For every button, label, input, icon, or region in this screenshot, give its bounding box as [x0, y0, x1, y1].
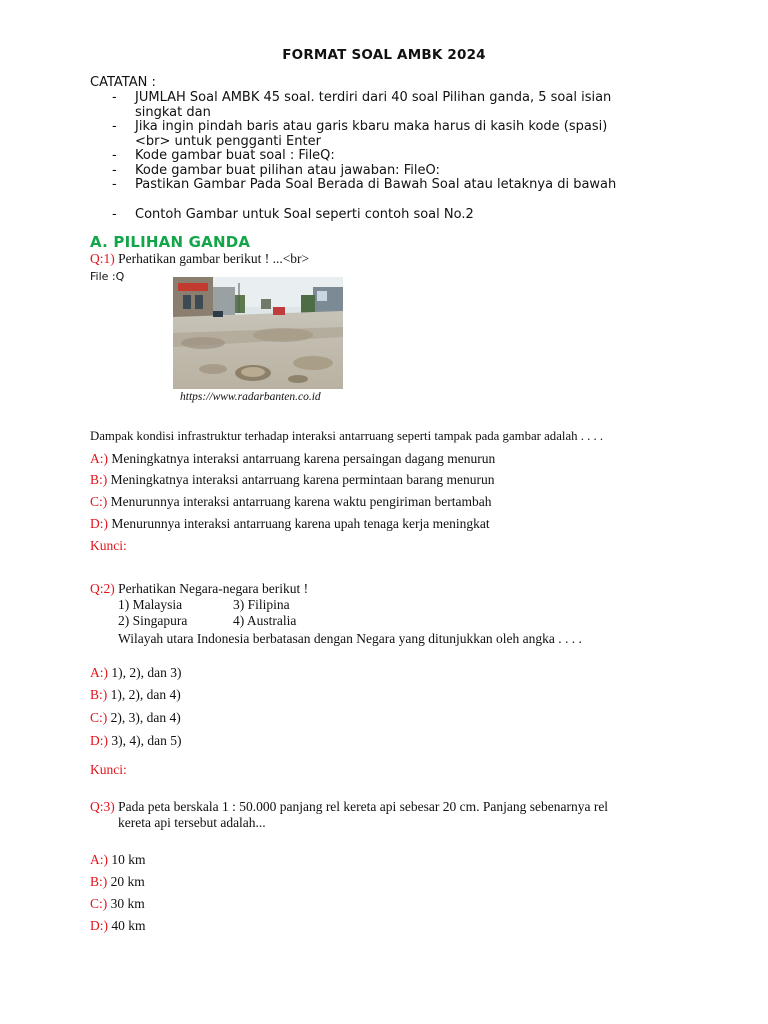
question-text-continued: kereta api tersebut adalah...	[118, 815, 266, 830]
question-text: Perhatikan Negara-negara berikut !	[114, 581, 309, 596]
option-d: D:) 3), 4), dan 5)	[90, 733, 182, 748]
country-row: 1) Malaysia 3) Filipina	[118, 597, 290, 612]
note-item: - Kode gambar buat pilihan atau jawaban: FileO:	[112, 162, 440, 178]
question-2	[90, 581, 308, 597]
question-number: Q:2)	[90, 581, 115, 596]
question-text: Pada peta berskala 1 : 50.000 panjang rel kereta api sebesar 20 cm. Panjang sebenarnya rel	[114, 799, 609, 814]
question-number: Q:1)	[90, 251, 115, 266]
option-b: B:) Meningkatnya interaksi antarruang karena permintaan barang menurun	[90, 472, 495, 487]
question-number: Q:3)	[90, 799, 115, 814]
option-a: A:) 10 km	[90, 852, 146, 867]
document-title: FORMAT SOAL AMBK 2024	[282, 47, 486, 63]
option-c: C:) 2), 3), dan 4)	[90, 710, 181, 725]
question-1	[90, 251, 309, 267]
question-stem: Dampak kondisi infrastruktur terhadap interaksi antarruang seperti tampak pada gambar adalah . . . .	[90, 429, 604, 443]
country-list	[118, 597, 296, 628]
catatan-label: CATATAN :	[90, 75, 156, 90]
question-3	[90, 799, 608, 831]
option-a: A:) Meningkatnya interaksi antarruang karena persaingan dagang menurun	[90, 451, 496, 466]
note-item: - Jika ingin pindah baris atau garis kbaru maka harus di kasih kode (spasi) <br> untuk pengganti Enter	[112, 119, 608, 149]
option-c: C:) 30 km	[90, 896, 145, 911]
file-label: File :Q	[90, 270, 125, 283]
road-damage-photo	[173, 277, 343, 389]
image-caption: https://www.radarbanten.co.id	[180, 391, 321, 403]
note-item: - Pastikan Gambar Pada Soal Berada di Bawah Soal atau letaknya di bawah	[112, 177, 617, 192]
note-item: - Kode gambar buat soal : FileQ:	[112, 148, 335, 163]
question-text: Perhatikan gambar berikut ! ...<br>	[114, 251, 310, 266]
notes-list	[112, 91, 672, 222]
answer-key-label: Kunci:	[90, 538, 127, 553]
section-title: A. PILIHAN GANDA	[90, 233, 251, 251]
option-d: D:) 40 km	[90, 918, 146, 933]
option-c: C:) Menurunnya interaksi antarruang karena waktu pengiriman bertambah	[90, 494, 492, 509]
answer-key-label: Kunci:	[90, 762, 127, 777]
note-item: - JUMLAH Soal AMBK 45 soal. terdiri dari 40 soal Pilihan ganda, 5 soal isian singkat dan	[112, 90, 612, 120]
option-a: A:) 1), 2), dan 3)	[90, 665, 182, 680]
note-item: - Contoh Gambar untuk Soal seperti contoh soal No.2	[112, 206, 474, 222]
option-d: D:) Menurunnya interaksi antarruang karena upah tenaga kerja meningkat	[90, 516, 490, 531]
option-b: B:) 20 km	[90, 874, 145, 889]
country-row: 2) Singapura 4) Australia	[118, 612, 297, 628]
option-b: B:) 1), 2), dan 4)	[90, 687, 181, 702]
question-stem: Wilayah utara Indonesia berbatasan dengan Negara yang ditunjukkan oleh angka . . . .	[118, 631, 582, 646]
